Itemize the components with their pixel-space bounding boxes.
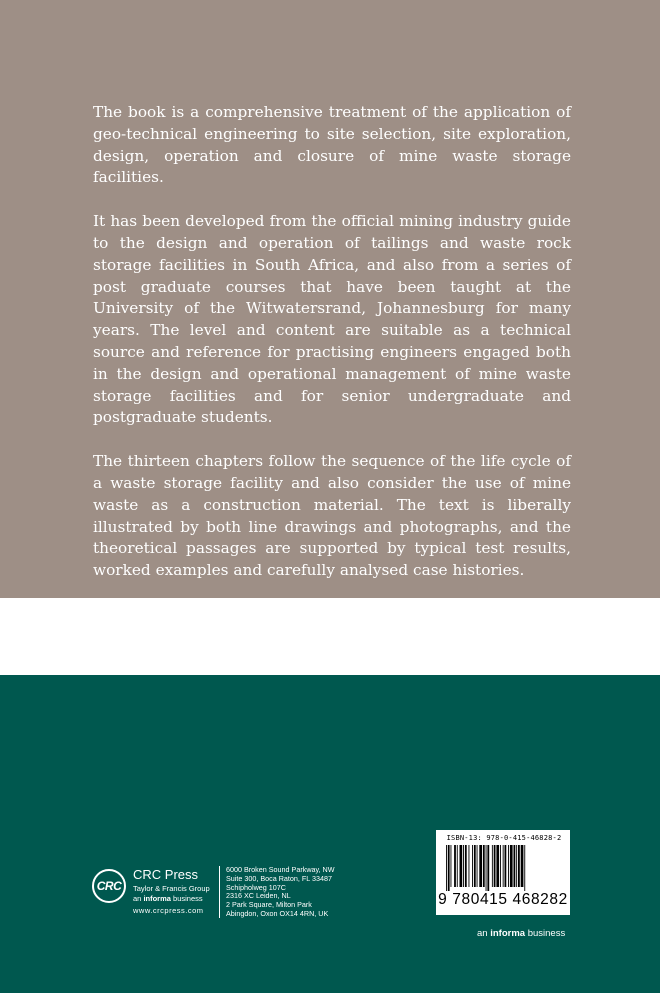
- white-band: [0, 598, 660, 675]
- address-line: 2316 XC Leiden, NL: [226, 891, 291, 901]
- informa-business-tag: [477, 928, 565, 939]
- isbn-digits: 9 780415 468282: [438, 891, 568, 908]
- barcode-bar: [446, 845, 447, 891]
- publisher-divider: [219, 866, 220, 918]
- barcode-bar: [508, 845, 509, 887]
- barcode-bar: [505, 845, 507, 887]
- publisher-addresses: [226, 866, 335, 919]
- barcode-bar: [469, 845, 470, 887]
- publisher-tagline: [133, 894, 203, 904]
- address-line: 6000 Broken Sound Parkway, NW: [226, 865, 335, 874]
- barcode-bar: [496, 845, 499, 887]
- barcode-bar: [448, 845, 450, 891]
- publisher-name: CRC Press: [133, 867, 199, 882]
- barcode-bar: [518, 845, 520, 887]
- barcode-bar: [492, 845, 493, 887]
- barcode-bar: [457, 845, 458, 887]
- publisher-group: Taylor & Francis Group: [133, 884, 210, 893]
- barcode-bar: [510, 845, 513, 887]
- publisher-url: www.crcpress.com: [133, 906, 204, 915]
- barcode-bar: [514, 845, 516, 887]
- barcode-bar: [463, 845, 464, 887]
- barcode-bar: [503, 845, 504, 887]
- barcode-bar: [500, 845, 501, 887]
- address-line: Suite 300, Boca Raton, FL 33487: [226, 873, 333, 883]
- barcode-bar: [454, 845, 456, 887]
- barcode-bar: [479, 845, 482, 887]
- blurb-paragraph-3: The thirteen chapters follow the sequence of the life cycle of a waste storage facility and also consider the use of mine waste as a construction material. The text is liberally illustrated by both line drawings and photographs, and the theoretical passages are supported by typical test results, worked examples and carefully analysed case histories.: [93, 452, 571, 580]
- address-line: Schipholweg 107C: [226, 882, 286, 892]
- isbn-label: ISBN-13: 978-0-415-46828-2: [446, 834, 562, 842]
- back-cover-blurb: [93, 102, 571, 604]
- blurb-paragraph-1: The book is a comprehensive treatment of the application of geo-technical engineering to site selection, site exploration, design, operation and closure of mine waste storage facilities.: [93, 103, 571, 187]
- barcode-bar: [477, 845, 478, 887]
- barcode-bar: [474, 845, 476, 887]
- informa-prefix: an: [477, 928, 488, 939]
- barcode-bar: [483, 845, 485, 887]
- publisher-tagline-prefix: an: [133, 894, 142, 903]
- barcode-bar: [521, 845, 524, 887]
- crc-logo-icon: CRC: [92, 869, 126, 903]
- barcode-bars: [446, 845, 564, 891]
- barcode-bar: [465, 845, 467, 887]
- publisher-tagline-bold: informa: [143, 894, 171, 903]
- barcode-bar: [494, 845, 496, 887]
- barcode-bar: [451, 845, 452, 887]
- barcode-bar: [472, 845, 473, 887]
- barcode-bar: [516, 845, 517, 887]
- address-line: 2 Park Square, Milton Park: [226, 900, 312, 910]
- informa-suffix: business: [527, 928, 566, 939]
- informa-bold: informa: [490, 928, 526, 939]
- blurb-paragraph-2: It has been developed from the official mining industry guide to the design and operation of tailings and waste rock storage facilities in South Africa, and also from a series of post graduate courses that have been taught at the University of the Witwatersrand, Johannesburg for many years. The level and content are suitable as a technical source and reference for practising engineers engaged both in the design and operational management of mine waste storage facilities and for senior undergraduate and postgraduate students.: [93, 212, 571, 427]
- barcode-bar: [460, 845, 463, 887]
- barcode-bar: [486, 845, 487, 891]
- address-line: Abingdon, Oxon OX14 4RN, UK: [226, 908, 329, 918]
- barcode-bar: [524, 845, 525, 891]
- barcode-bar: [487, 845, 489, 891]
- publisher-tagline-suffix: business: [173, 894, 203, 903]
